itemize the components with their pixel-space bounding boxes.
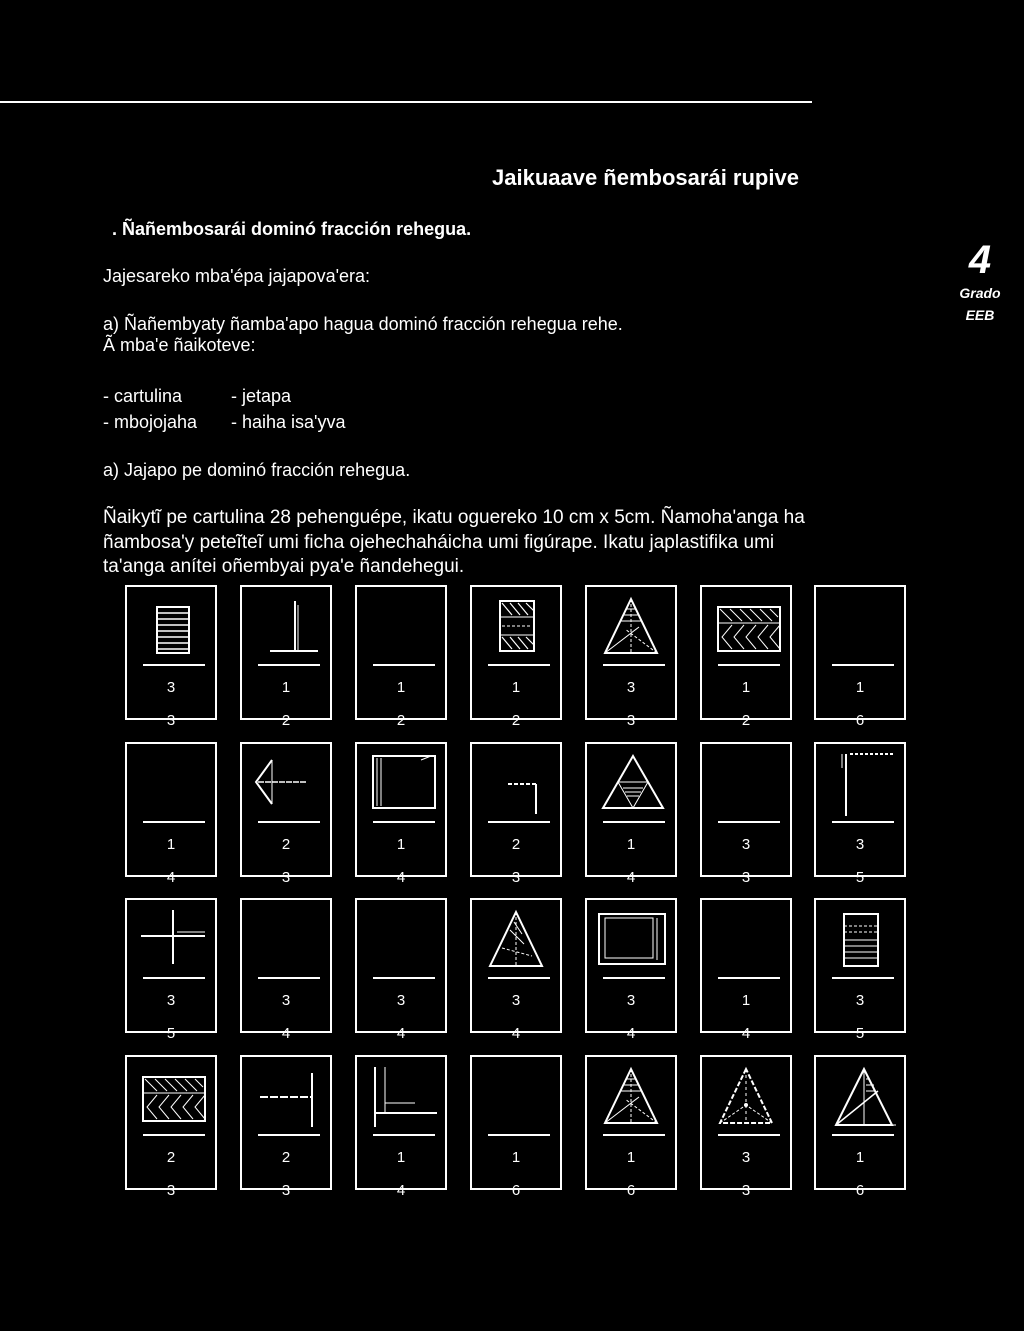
fraction-line: [488, 821, 550, 823]
fraction-denominator: 6: [855, 1182, 865, 1199]
fraction-line: [603, 1134, 665, 1136]
divided-triangle-figure: [587, 1057, 679, 1137]
fraction-denominator: 2: [396, 712, 406, 729]
hatched-rectangle-figure: [472, 587, 564, 667]
fraction-numerator: 3: [855, 992, 865, 1009]
domino-card: [355, 585, 447, 729]
domino-card: [125, 1055, 217, 1199]
dashed-triangle-figure: [472, 900, 564, 980]
intro-text: Jajesareko mba'épa jajapova'era:: [103, 266, 371, 286]
domino-card: [814, 742, 906, 886]
fraction-line: [373, 821, 435, 823]
grade-number: 4: [968, 238, 992, 282]
blank-figure: [357, 900, 449, 980]
fraction-line: [718, 1134, 780, 1136]
fraction-numerator: 3: [741, 836, 751, 853]
fraction-denominator: 2: [281, 712, 291, 729]
half-triangle-figure: [816, 1057, 908, 1137]
material-item: - cartulina: [103, 386, 183, 406]
domino-card: [700, 898, 792, 1042]
fraction-denominator: 3: [741, 869, 751, 886]
fraction-numerator: 1: [396, 679, 406, 696]
l-corner-dashed-figure: [816, 744, 908, 824]
domino-card: [585, 1055, 677, 1199]
fraction-denominator: 4: [626, 869, 636, 886]
domino-card: [585, 585, 677, 729]
fraction-denominator: 3: [281, 869, 291, 886]
domino-card: [585, 898, 677, 1042]
header-rule: [0, 101, 812, 103]
domino-card: [700, 742, 792, 886]
fraction-numerator: 1: [396, 1149, 406, 1166]
material-item: - jetapa: [231, 386, 292, 406]
fraction-denominator: 4: [166, 869, 176, 886]
fraction-numerator: 1: [166, 836, 176, 853]
blank-figure: [816, 587, 908, 667]
framed-square-figure: [357, 744, 449, 824]
domino-card: [240, 742, 332, 886]
fraction-numerator: 3: [741, 1149, 751, 1166]
domino-card: [470, 898, 562, 1042]
nested-triangle-figure: [587, 744, 679, 824]
fraction-denominator: 5: [166, 1025, 176, 1042]
page-title: Jaikuaave ñembosarái rupive: [492, 165, 799, 190]
instruction-line: ta'anga anítei oñembyai pya'e ñandehegui.: [103, 556, 465, 577]
domino-card: [814, 585, 906, 729]
double-l-figure: [357, 1057, 449, 1137]
grade-label: Grado: [959, 285, 1001, 301]
fraction-numerator: 1: [741, 679, 751, 696]
fraction-denominator: 3: [166, 1182, 176, 1199]
fraction-denominator: 4: [396, 1025, 406, 1042]
fraction-denominator: 4: [741, 1025, 751, 1042]
domino-card: [240, 585, 332, 729]
zigzag-rectangle-figure: [127, 1057, 219, 1137]
framed-rectangle-figure: [587, 900, 679, 980]
fraction-numerator: 2: [281, 836, 291, 853]
fraction-numerator: 2: [281, 1149, 291, 1166]
domino-card: [585, 742, 677, 886]
fraction-numerator: 3: [281, 992, 291, 1009]
fraction-line: [603, 821, 665, 823]
domino-card: [240, 1055, 332, 1199]
fraction-denominator: 5: [855, 869, 865, 886]
fraction-numerator: 1: [855, 1149, 865, 1166]
fraction-denominator: 4: [396, 869, 406, 886]
domino-card: [125, 742, 217, 886]
material-item: - mbojojaha: [103, 412, 198, 432]
materials-intro: Ã mba'e ñaikoteve:: [103, 335, 256, 355]
domino-card: [355, 1055, 447, 1199]
step-a2: a) Jajapo pe dominó fracción rehegua.: [103, 460, 411, 480]
grade-level: EEB: [965, 307, 995, 323]
fraction-line: [832, 977, 894, 979]
fraction-line: [832, 664, 894, 666]
fraction-numerator: 3: [166, 679, 176, 696]
fraction-line: [718, 977, 780, 979]
fraction-numerator: 3: [626, 679, 636, 696]
fraction-numerator: 2: [166, 1149, 176, 1166]
material-item: - haiha isa'yva: [231, 412, 346, 432]
fraction-line: [258, 821, 320, 823]
blank-figure: [702, 744, 794, 824]
fraction-denominator: 3: [511, 869, 521, 886]
fraction-denominator: 6: [855, 712, 865, 729]
striped-rectangle-figure: [127, 587, 219, 667]
fraction-line: [258, 664, 320, 666]
arrow-shape-figure: [242, 744, 334, 824]
fraction-line: [832, 1134, 894, 1136]
instruction-line: ñambosa'y peteĩteĩ umi ficha ojehechaháicha umi figúrape. Ikatu japlastifika umi: [103, 532, 775, 553]
fraction-numerator: 1: [511, 679, 521, 696]
blank-figure: [127, 744, 219, 824]
step-a1: a) Ñañembyaty ñamba'apo hagua dominó fracción rehegua rehe.: [103, 314, 623, 334]
fraction-line: [258, 977, 320, 979]
fraction-line: [832, 821, 894, 823]
fraction-numerator: 1: [281, 679, 291, 696]
fraction-numerator: 3: [511, 992, 521, 1009]
domino-card: [470, 742, 562, 886]
fraction-denominator: 6: [511, 1182, 521, 1199]
domino-card: [814, 1055, 906, 1199]
blank-figure: [472, 1057, 564, 1137]
blank-figure: [242, 900, 334, 980]
fraction-denominator: 6: [626, 1182, 636, 1199]
fraction-line: [143, 977, 205, 979]
fraction-numerator: 1: [741, 992, 751, 1009]
fraction-denominator: 2: [741, 712, 751, 729]
fraction-numerator: 1: [626, 1149, 636, 1166]
fraction-line: [488, 664, 550, 666]
grade-badge: [950, 238, 1010, 326]
fraction-line: [603, 664, 665, 666]
fraction-denominator: 3: [741, 1182, 751, 1199]
fraction-line: [718, 821, 780, 823]
fraction-line: [488, 977, 550, 979]
domino-card: [470, 1055, 562, 1199]
fraction-denominator: 3: [281, 1182, 291, 1199]
domino-card: [814, 898, 906, 1042]
fraction-numerator: 2: [511, 836, 521, 853]
fraction-line: [603, 977, 665, 979]
instruction-line: Ñaikytĩ pe cartulina 28 pehenguépe, ikatu oguereko 10 cm x 5cm. Ñamoha'anga ha: [103, 507, 805, 528]
fraction-numerator: 3: [855, 836, 865, 853]
fraction-numerator: 1: [511, 1149, 521, 1166]
fraction-denominator: 4: [281, 1025, 291, 1042]
t-shape-figure: [242, 587, 334, 667]
fraction-line: [143, 1134, 205, 1136]
t-left-figure: [242, 1057, 334, 1137]
domino-card: [355, 898, 447, 1042]
blank-figure: [702, 900, 794, 980]
domino-card: [125, 585, 217, 729]
fraction-line: [718, 664, 780, 666]
fraction-numerator: 3: [166, 992, 176, 1009]
zigzag-rectangle-figure: [702, 587, 794, 667]
fraction-line: [373, 664, 435, 666]
blank-figure: [357, 587, 449, 667]
fraction-line: [373, 1134, 435, 1136]
domino-card: [700, 1055, 792, 1199]
fraction-line: [373, 977, 435, 979]
fraction-denominator: 4: [626, 1025, 636, 1042]
fraction-line: [488, 1134, 550, 1136]
fraction-denominator: 4: [396, 1182, 406, 1199]
domino-card: [355, 742, 447, 886]
fraction-numerator: 3: [396, 992, 406, 1009]
fraction-numerator: 1: [396, 836, 406, 853]
domino-card: [240, 898, 332, 1042]
fraction-line: [258, 1134, 320, 1136]
fraction-numerator: 1: [855, 679, 865, 696]
fraction-denominator: 5: [855, 1025, 865, 1042]
divided-triangle-figure: [587, 587, 679, 667]
domino-card: [470, 585, 562, 729]
dashed-striped-rectangle-figure: [816, 900, 908, 980]
fraction-line: [143, 664, 205, 666]
fraction-denominator: 3: [626, 712, 636, 729]
domino-card: [700, 585, 792, 729]
domino-card: [125, 898, 217, 1042]
fraction-denominator: 4: [511, 1025, 521, 1042]
activity-subtitle: . Ñañembosarái dominó fracción rehegua.: [112, 219, 472, 239]
fraction-line: [143, 821, 205, 823]
fraction-denominator: 2: [511, 712, 521, 729]
cross-figure: [127, 900, 219, 980]
fraction-denominator: 3: [166, 712, 176, 729]
corner-line-figure: [472, 744, 564, 824]
fraction-numerator: 3: [626, 992, 636, 1009]
dashed-triangle-centre-figure: [702, 1057, 794, 1137]
fraction-numerator: 1: [626, 836, 636, 853]
